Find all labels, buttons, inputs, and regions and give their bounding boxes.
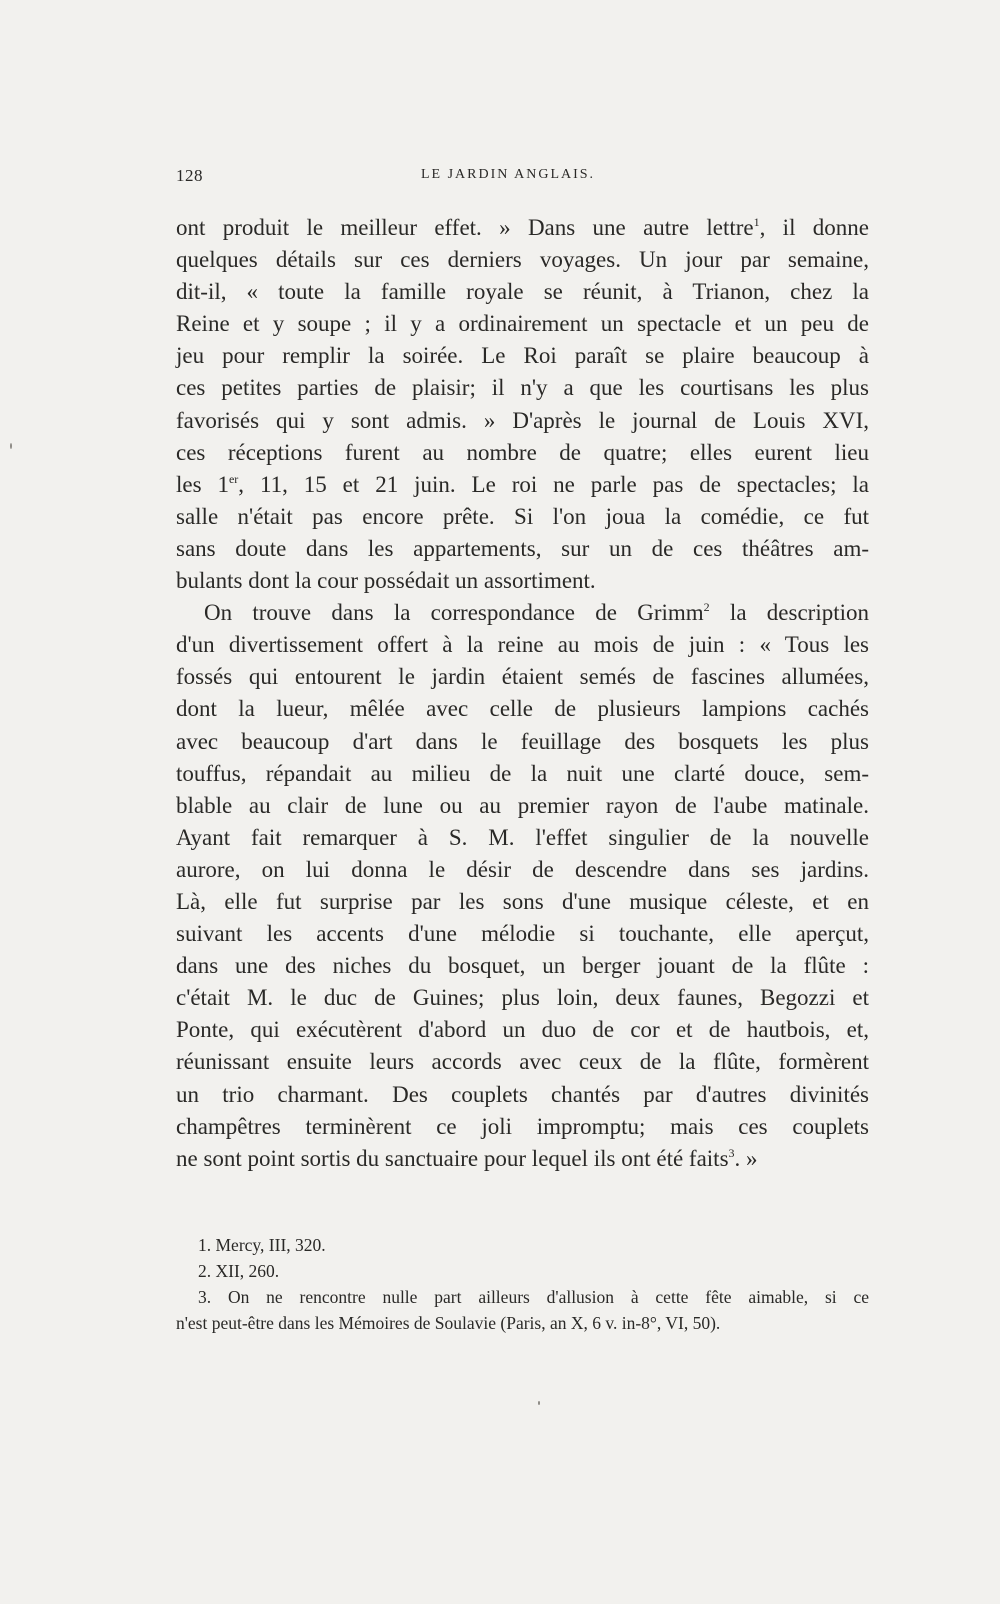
text-line: champêtres terminèrent ce joli impromptu; mais ces couplets (176, 1113, 869, 1139)
page-number: 128 (176, 166, 203, 185)
text-line: c'était M. le duc de Guines; plus loin, deux faunes, Begozzi et (176, 985, 869, 1011)
footnotes (176, 1232, 869, 1336)
ordinal-superscript: er (228, 471, 239, 486)
text-line: les 1er, 11, 15 et 21 juin. Le roi ne parle pas de spectacles; la (176, 471, 869, 497)
text-line: Ponte, qui exécutèrent d'abord un duo de cor et de hautbois, et, (176, 1017, 869, 1043)
text-line: Reine et y soupe ; il y a ordinairement un spectacle et un peu de (176, 311, 869, 337)
text-line: avec beaucoup d'art dans le feuillage des bosquets les plus (176, 728, 869, 754)
text-line: ont produit le meilleur effet. » Dans une autre lettre$^1$, il donne (176, 215, 869, 240)
text-line: d'un divertissement offert à la reine au mois de juin : « Tous les (176, 632, 869, 658)
text-line: aurore, on lui donna le désir de descendre dans ses jardins. (176, 856, 869, 882)
text-line: réunissant ensuite leurs accords avec ceux de la flûte, formèrent (176, 1049, 869, 1075)
footnote-continuation: n'est peut-être dans les Mémoires de Soulavie (Paris, an X, 6 v. in-8°, VI, 50). (176, 1313, 721, 1333)
text-line: salle n'était pas encore prête. Si l'on joua la comédie, ce fut (176, 503, 869, 529)
footnote: 1. Mercy, III, 320. (198, 1235, 326, 1255)
footnote-ref: 3 (728, 1145, 735, 1160)
text-line: dit-il, « toute la famille royale se réunit, à Trianon, chez la (176, 279, 869, 305)
text-line: quelques détails sur ces derniers voyages. Un jour par semaine, (176, 247, 869, 273)
text-line: blable au clair de lune ou au premier rayon de l'aube matinale. (176, 792, 869, 818)
text-line: Ayant fait remarquer à S. M. l'effet singulier de la nouvelle (176, 824, 869, 850)
footnote: 3. On ne rencontre nulle part ailleurs d'allusion à cette fête aimable, si ce (198, 1287, 869, 1307)
text-line: bulants dont la cour possédait un assortiment. (176, 568, 596, 594)
running-head (176, 166, 869, 188)
text-line: On trouve dans la correspondance de Grimm$^2$ la description (204, 600, 869, 626)
text-line: ne sont point sortis du sanctuaire pour lequel ils ont été faits$^3$. » (176, 1145, 758, 1171)
text-line: jeu pour remplir la soirée. Le Roi paraît se plaire beaucoup à (176, 343, 869, 369)
text-line: ces petites parties de plaisir; il n'y a que les courtisans les plus (176, 375, 869, 401)
text-line: touffus, répandait au milieu de la nuit une clarté douce, sem- (176, 760, 869, 786)
footnote-ref: 1 (753, 215, 760, 229)
text-line: fossés qui entourent le jardin étaient semés de fascines allumées, (176, 664, 869, 690)
text-line: ces réceptions furent au nombre de quatre; elles eurent lieu (176, 439, 869, 465)
running-head-title: LE JARDIN ANGLAIS. (421, 167, 596, 182)
text-line: suivant les accents d'une mélodie si touchante, elle aperçut, (176, 921, 869, 947)
paper-speck (10, 443, 12, 449)
text-line: Là, elle fut surprise par les sons d'une musique céleste, et en (176, 888, 869, 914)
body-text (176, 212, 869, 1175)
paper-speck (538, 1401, 540, 1405)
footnote: 2. XII, 260. (198, 1261, 280, 1281)
text-line: un trio charmant. Des couplets chantés par d'autres divinités (176, 1081, 869, 1107)
text-line: favorisés qui y sont admis. » D'après le journal de Louis XVI, (176, 407, 869, 433)
footnote-ref: 2 (703, 600, 710, 615)
text-line: sans doute dans les appartements, sur un de ces théâtres am- (176, 535, 869, 561)
text-line: dans une des niches du bosquet, un berger jouant de la flûte : (176, 953, 869, 979)
text-line: dont la lueur, mêlée avec celle de plusieurs lampions cachés (176, 696, 869, 722)
